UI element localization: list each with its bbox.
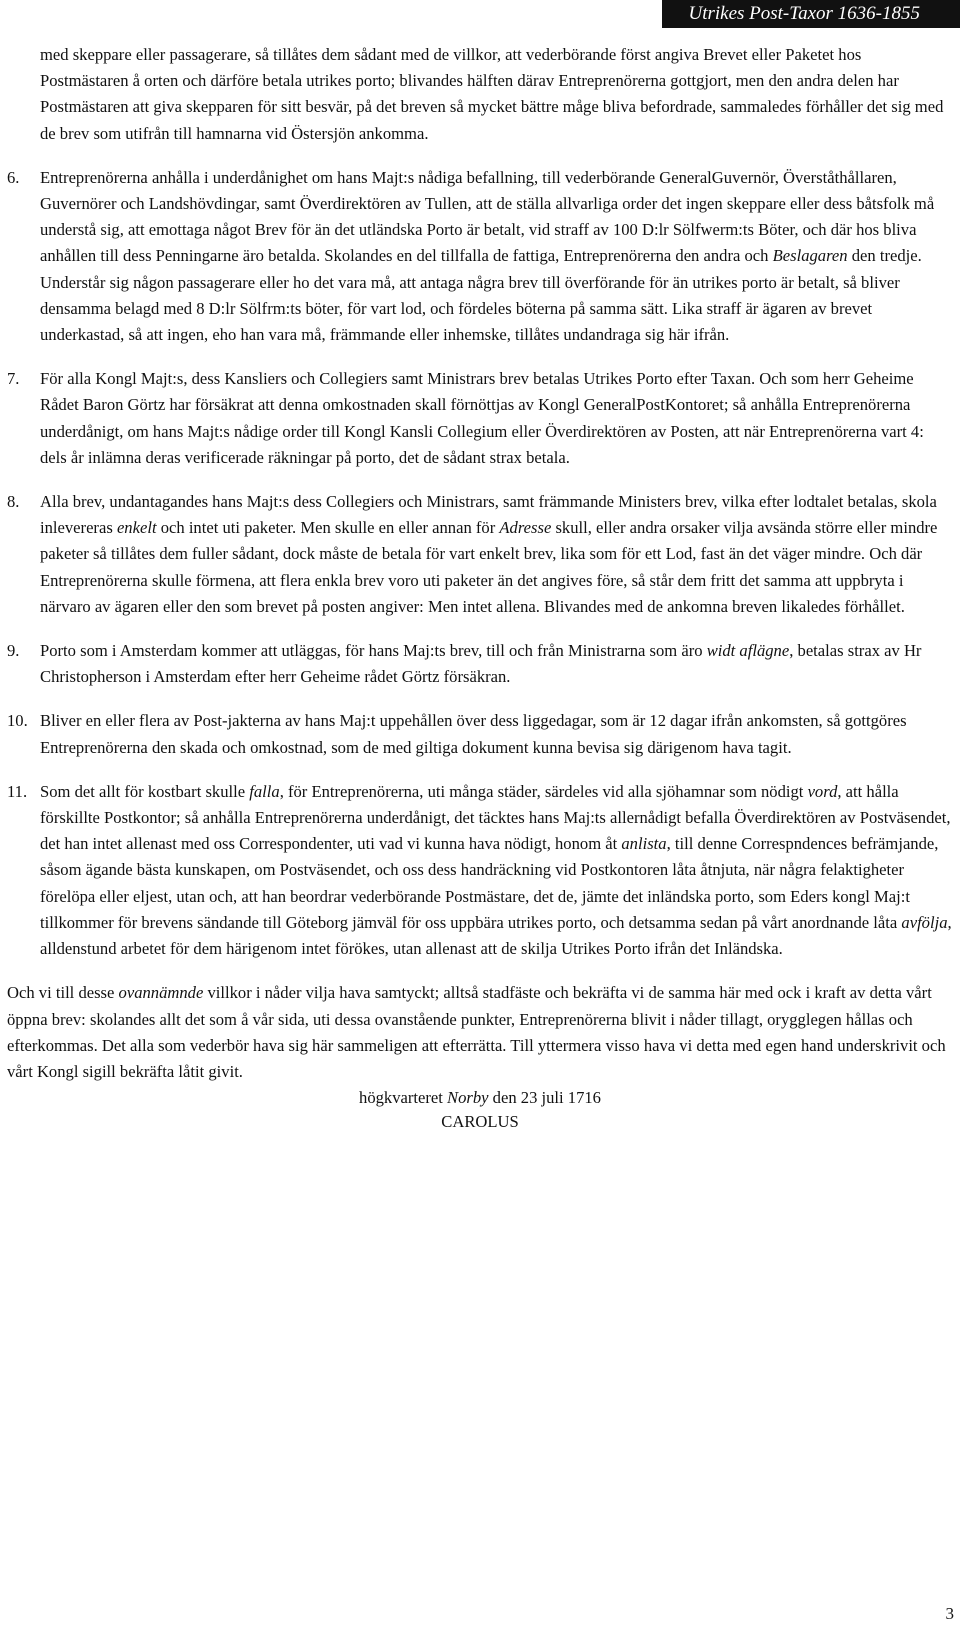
item-segment-text-0: Alla brev, undantagandes hans Majt:s dess Collegiers och Ministrars, samt främmande Ministers brev, vilka efter lodtalet betalas, skola inlevereras bbox=[40, 492, 937, 538]
item-segment-italic-3: vord bbox=[807, 781, 838, 801]
item-text bbox=[40, 708, 953, 760]
item-segment-italic-5: anlista bbox=[621, 834, 667, 854]
item-segment-text-8: , alldenstund arbetet för dem härigenom intet förökes, utan allenast att de skilja Utrikes Porto ifrån det Inländska. bbox=[40, 912, 952, 959]
intro-paragraph: med skeppare eller passagerare, så tillåtes dem sådant med de villkor, att vederbörande först angiva Brevet eller Paketet hos Postmästaren å orten och därföre betala utrikes porto; blivandes hälften därav Entreprenörerna gottgjort, men den andra delen har Postmästaren att giva skepparen för sitt besvär, på det breven så mycket bättre måge bliva befordrade, sammaledes förhåller det sig med de brev som utifrån till hamnarna vid Östersjön ankomma. bbox=[40, 45, 944, 143]
document-body bbox=[7, 42, 953, 1136]
item-number: 6. bbox=[7, 167, 20, 187]
item-number: 11. bbox=[7, 781, 28, 801]
list-item bbox=[7, 638, 953, 690]
item-text bbox=[40, 366, 953, 471]
signature-date: den 23 juli 1716 bbox=[488, 1088, 601, 1108]
item-number: 8. bbox=[7, 492, 20, 512]
list-item bbox=[7, 779, 953, 962]
page-number: 3 bbox=[945, 1604, 954, 1623]
signature-place: Norby bbox=[447, 1088, 489, 1108]
closing-paragraph bbox=[7, 980, 953, 1085]
closing-segment-italic-1: ovannämnde bbox=[118, 983, 204, 1003]
header-title: Utrikes Post-Taxor 1636-1855 bbox=[688, 3, 920, 24]
signature-place-date bbox=[7, 1085, 953, 1111]
item-segment-text-6: , till denne Correspndences befrämjande, såsom ägande bästa kunskapen, om Postväsendet, och oss dess handräckning vid Postkontoren låta åtnjuta, när några felaktigheter förelöpa eller eljest, utan och, att han beordrar vederbörande Postmästare, det de, jämte det inländska porto, som Eders kongl Maj:t tillkommer för brevens sändande till Göteborg jämväl för oss uppbära utrikes porto, och detsamma sedan på vårt anordnande låta bbox=[40, 834, 939, 932]
item-text bbox=[40, 779, 953, 962]
item-text bbox=[40, 638, 953, 690]
list-item bbox=[7, 366, 953, 471]
list-item bbox=[7, 165, 953, 348]
signature-name: CAROLUS bbox=[441, 1112, 519, 1132]
item-segment-italic-1: widt aflägne bbox=[706, 641, 790, 661]
item-segment-italic-1: enkelt bbox=[116, 518, 157, 538]
list-item bbox=[7, 489, 953, 620]
item-segment-italic-7: avfölja bbox=[901, 912, 948, 932]
item-number: 7. bbox=[7, 369, 20, 389]
item-segment-text-2: , betalas strax av Hr Christopherson i Amsterdam efter herr Geheime rådet Görtz försäkran. bbox=[40, 641, 922, 687]
item-number: 10. bbox=[7, 711, 28, 731]
item-segment-text-0: Entreprenörerna anhålla i underdånighet om hans Majt:s nådiga befallning, till vederbörande GeneralGuvernör, Överståthållaren, Guvernörer och Landshövdingar, samt Överdirektören av Tullen, att de ställa allvarliga order det ingen skeppare eller dess båtsfolk må understå sig, att emottaga något Brev för än det utländska Porto är betalt, vid straff av 100 D:lr Sölfwerm:ts Böter, och där hos bliva anhållen till dess Penningarne äro betalda. Skolandes en del tillfalla de fattiga, Entreprenörerna den andra och bbox=[40, 167, 935, 266]
item-segment-italic-3: Adresse bbox=[499, 518, 552, 538]
item-segment-text-2: och intet uti paketer. Men skulle en eller annan för bbox=[156, 518, 500, 538]
signature-place-prefix: högkvarteret bbox=[359, 1088, 448, 1108]
item-segment-text-2: , för Entreprenörerna, uti många städer, särdeles vid alla sjöhamnar som nödigt bbox=[279, 781, 808, 801]
closing-segment-text-2: villkor i nåder vilja hava samtyckt; alltså stadfäste och bekräfta vi de samma här med ock i kraft av detta vårt öppna brev: skolandes allt det som å vår sida, uti dessa ovanstående punkter, Entreprenörerna blivit i nåder tillagt, orygglegen hållas och efterkommas. Det alla som vederbör hava sig här sammeligen att efterrätta. Till yttermera visso hava vi detta med egen hand underskrivit och vårt Kongl sigill bekräfta låtit givit. bbox=[7, 983, 946, 1081]
item-segment-text-2: den tredje. Understår sig någon passagerare eller ho det vara må, att antaga några brev till överförande för än utrikes porto är betalt, så bliver densamma belagd med 8 D:lr Sölfrm:ts böter, för vart lod, och fördeles böterna på samma sätt. Lika straff är ägaren av brevet underkastad, så att ingen, eho han vara må, främmande eller inhemske, tillåtes undandraga sig här ifrån. bbox=[40, 246, 922, 345]
item-segment-text-4: , att hålla förskillte Postkontor; så anhålla Entreprenörerna underdånigt, det täcktes hans Maj:ts allernådigt befalla Överdirektören av Postväsendet, det han intet allenast med oss Correspondenter, uti vad vi kunna hava nödigt, honom åt bbox=[40, 781, 951, 854]
item-segment-text-0: För alla Kongl Majt:s, dess Kansliers och Collegiers samt Ministrars brev betalas Utrikes Porto efter Taxan. Och som herr Geheime Rådet Baron Görtz har försäkrat att denna omkostnaden skall förnöttjas av Kongl GeneralPostKontoret; så anhålla Entreprenörerna underdånigt, om hans Majt:s nådige order till Kongl Kansli Collegium eller Överdirektören av Posten, att när Entreprenörerna vart 4: dels år inlämna deras verificerade räkningar på porto, det de sådant strax betala. bbox=[40, 369, 924, 467]
list-item bbox=[7, 708, 953, 760]
item-number: 9. bbox=[7, 641, 20, 661]
closing-segment-text-0: Och vi till desse bbox=[7, 983, 119, 1003]
item-segment-text-0: Som det allt för kostbart skulle bbox=[40, 781, 250, 801]
item-segment-italic-1: Beslagaren bbox=[772, 246, 848, 266]
item-segment-text-0: Bliver en eller flera av Post-jakterna av hans Maj:t uppehållen över dess liggedagar, som är 12 dagar ifrån ankomsten, så gottgöres Entreprenörerna den skada och omkostnad, som de med giltiga dokument kunna bevisa sig därigenom hava tagit. bbox=[40, 711, 907, 757]
item-text bbox=[40, 489, 953, 620]
item-segment-italic-1: falla bbox=[249, 781, 280, 801]
item-text bbox=[40, 165, 953, 348]
running-header bbox=[662, 0, 960, 28]
numbered-items bbox=[7, 165, 953, 962]
item-segment-text-4: skull, eller andra orsaker vilja avsända större eller mindre paketer så tillåtes dem fuller sådant, dock måste de betala för vart enkelt brev, lika som för ett Lod, fast än det väger mindre. Och där Entreprenörerna skulle förmena, att flera enkla brev voro uti paketer än det angives före, så står dem fritt det samma att uppbryta i närvaro av ägaren eller den som brevet på posten angiver: Men intet allena. Blivandes med de ankomna breven likaledes förhållet. bbox=[40, 518, 938, 616]
item-segment-text-0: Porto som i Amsterdam kommer att utläggas, för hans Maj:ts brev, till och från Ministrarna som äro bbox=[40, 641, 707, 661]
